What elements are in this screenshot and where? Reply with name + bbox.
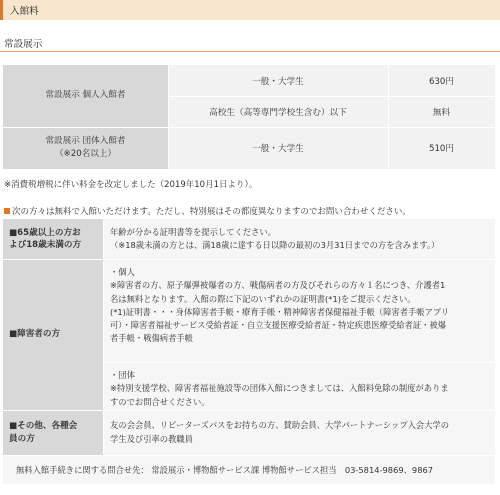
fee-label-group	[3, 127, 168, 169]
fee-price: 510円	[388, 127, 495, 169]
fee-price: 無料	[388, 96, 495, 127]
free-label-line: ■65歳以上の方お	[9, 227, 81, 238]
fee-price: 630円	[388, 65, 495, 96]
fee-category: 高校生（高等専門学校生含む）以下	[168, 96, 388, 127]
price-revision-note: ※消費税増税に伴い料金を改定しました（2019年10月1日より）。	[4, 180, 258, 190]
cell-divider	[168, 65, 169, 169]
fee-table	[3, 65, 495, 169]
section-header	[0, 0, 500, 20]
free-label-line: 員の方	[9, 433, 35, 444]
disabled-group-block	[103, 363, 495, 410]
section-title: 入館料	[10, 6, 39, 17]
free-label-line: ■その他、各種会	[9, 421, 78, 432]
free-value-line: 学生及び引率の教職員	[110, 433, 193, 444]
free-label-line: よび18歳未満の方	[9, 240, 82, 250]
fee-category: 一般・大学生	[168, 127, 388, 169]
free-value-line: (*1)証明書・・・身体障害者手帳・療育手帳・精神障害者保健福祉手帳（障害者手帳アプリ	[110, 306, 450, 317]
square-bullet-icon	[4, 208, 10, 214]
cell-divider	[388, 65, 389, 169]
free-value-line: すのでお問合せください。	[110, 396, 210, 407]
free-admission-notice-text: 次の方々は無料で入館いただけます。ただし、特別展はその都度異なりますのでお問い合わせください。	[12, 207, 411, 217]
cell-divider	[103, 219, 104, 455]
fee-label-individual: 常設展示 個人入館者	[3, 65, 168, 127]
free-value-line: 年齢が分かる証明書等を提示してください。	[110, 226, 276, 237]
free-value-members	[103, 410, 495, 455]
free-admission-table	[3, 219, 495, 488]
free-admission-notice	[4, 205, 411, 217]
free-value-line: ・個人	[110, 267, 135, 277]
free-value-line: 者手帳・戦傷病者手帳	[110, 333, 193, 344]
free-value-line: 名は無料となります。入館の際に下記のいずれかの証明書(*1)をご提示ください。	[110, 293, 416, 304]
cell-divider	[168, 96, 495, 97]
free-value-age	[103, 219, 495, 259]
free-value-line: ※障害者の方、原子爆弾被爆者の方、戦傷病者の方及びそれらの方々１名につき、介護者1	[110, 280, 446, 291]
disabled-personal-block	[110, 266, 488, 346]
contact-info: 無料入館手続きに関する問合せ先： 常設展示・博物館サービス課 博物館サービス担当 03-5814-9869、9867	[3, 456, 495, 484]
free-label-members	[3, 410, 103, 455]
free-value-line: （※18歳未満の方とは、満18歳に達する日以降の最初の3月31日までの方を含みます。）	[110, 240, 440, 250]
free-label-age	[3, 219, 103, 259]
free-value-line: ・団体	[110, 370, 135, 380]
cell-divider	[3, 410, 495, 411]
fee-category: 一般・大学生	[168, 65, 388, 96]
free-label-disabled: ■障害者の方	[3, 259, 103, 410]
permanent-exhibit-title: 常設展示	[4, 39, 43, 50]
fee-label-group-line1: 常設展示 団体入館者	[45, 135, 126, 146]
fee-label-group-line2: （※20名以上）	[54, 149, 117, 159]
title-divider	[0, 51, 500, 52]
cell-divider	[3, 127, 495, 128]
cell-divider	[3, 259, 495, 260]
free-value-line: 友の会会員、リピーターズパスをお持ちの方、賛助会員、大学パートナーシップ入会大学の	[110, 420, 450, 431]
free-value-line: ※特別支援学校、障害者福祉施設等の団体入館につきましては、入館料免除の制度がありま	[110, 383, 449, 394]
free-value-line: 可）・障害者福祉サービス受給者証・自立支援医療受給者証・特定疾患医療受給者証・被爆	[110, 320, 447, 331]
